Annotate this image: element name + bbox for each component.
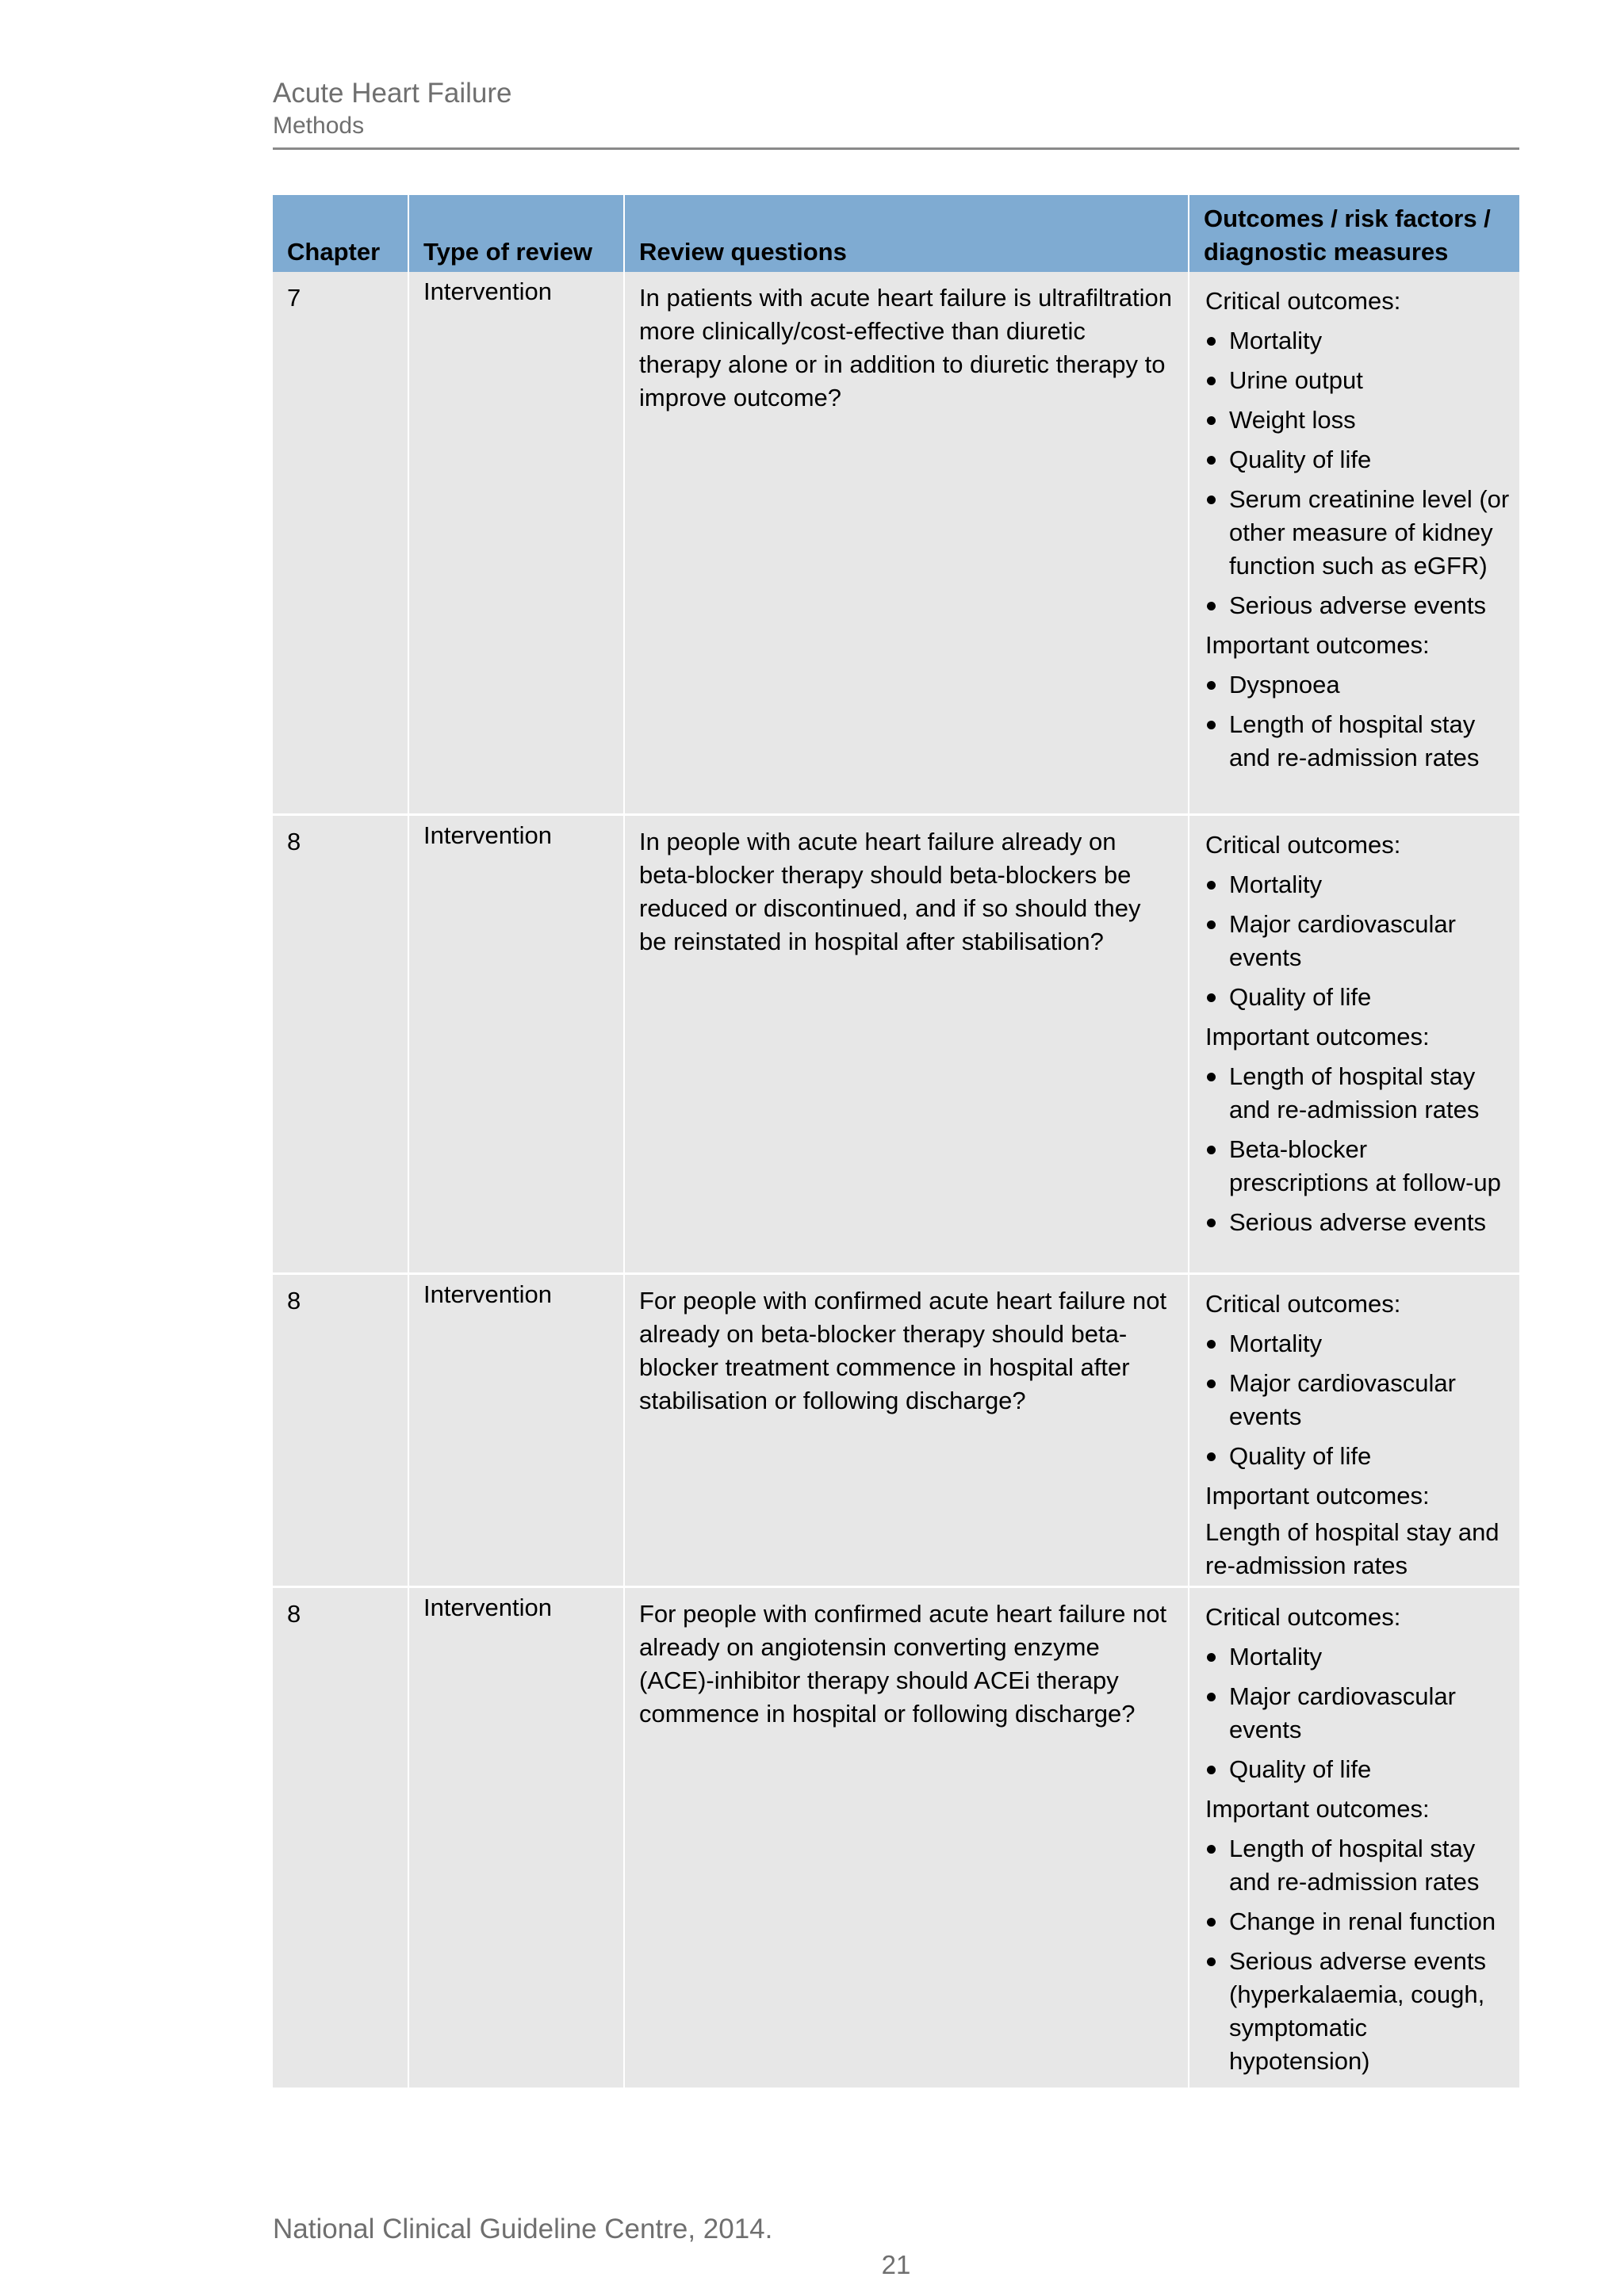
- table-row: [273, 814, 1519, 1273]
- review-question-cell: In people with acute heart failure already on beta-blocker therapy should beta-blockers be reduced or discontinued, and if so should they be reinstated in hospital after stabilisation?: [624, 814, 1189, 1273]
- section-title: Methods: [273, 113, 365, 139]
- important-outcomes-list: [1205, 1832, 1510, 2078]
- column-header-outcomes: Outcomes / risk factors / diagnostic measures: [1189, 195, 1519, 272]
- critical-outcomes-label: Critical outcomes:: [1205, 1602, 1401, 1631]
- chapter-cell: 8: [273, 814, 408, 1273]
- important-outcomes-list: [1205, 1060, 1510, 1239]
- important-outcomes-text: Length of hospital stay and re-admission rates: [1205, 1517, 1500, 1579]
- review-type-cell: Intervention: [408, 272, 624, 814]
- table-header-row: [273, 195, 1519, 272]
- important-outcomes-label: Important outcomes:: [1205, 631, 1430, 659]
- critical-outcomes-label: Critical outcomes:: [1205, 287, 1401, 315]
- important-outcomes-label: Important outcomes:: [1205, 1022, 1430, 1050]
- list-item: Mortality: [1205, 324, 1510, 358]
- list-item: Quality of life: [1205, 443, 1510, 476]
- chapter-cell: 8: [273, 1586, 408, 2088]
- critical-outcomes-list: [1205, 324, 1510, 622]
- running-header: [273, 76, 1519, 141]
- review-type-cell: Intervention: [408, 814, 624, 1273]
- review-type-cell: Intervention: [408, 1586, 624, 2088]
- list-item: Mortality: [1205, 1640, 1510, 1674]
- list-item: Major cardiovascular events: [1205, 1367, 1510, 1433]
- important-outcomes-label: Important outcomes:: [1205, 1481, 1430, 1510]
- outcomes-cell: [1189, 1273, 1519, 1586]
- table-row: [273, 272, 1519, 814]
- list-item: Quality of life: [1205, 1753, 1510, 1786]
- column-header-questions: Review questions: [624, 195, 1189, 272]
- review-question-cell: For people with confirmed acute heart failure not already on beta-blocker therapy should beta-blocker treatment commence in hospital after stabilisation or following discharge?: [624, 1273, 1189, 1586]
- chapter-cell: 7: [273, 272, 408, 814]
- column-header-type: Type of review: [408, 195, 624, 272]
- review-type-cell: Intervention: [408, 1273, 624, 1586]
- list-item: Length of hospital stay and re-admission rates: [1205, 1060, 1510, 1127]
- critical-outcomes-list: [1205, 868, 1510, 1014]
- list-item: Serious adverse events: [1205, 589, 1510, 622]
- critical-outcomes-label: Critical outcomes:: [1205, 1289, 1401, 1318]
- critical-outcomes-list: [1205, 1327, 1510, 1473]
- page-number: 21: [881, 2250, 911, 2279]
- list-item: Mortality: [1205, 1327, 1510, 1360]
- list-item: Quality of life: [1205, 1440, 1510, 1473]
- review-questions-table: [273, 195, 1519, 2090]
- outcomes-cell: [1189, 814, 1519, 1273]
- footer-credit: National Clinical Guideline Centre, 2014.: [273, 2214, 773, 2244]
- critical-outcomes-label: Critical outcomes:: [1205, 830, 1401, 859]
- list-item: Length of hospital stay and re-admission rates: [1205, 708, 1510, 775]
- chapter-cell: 8: [273, 1273, 408, 1586]
- list-item: Major cardiovascular events: [1205, 908, 1510, 974]
- header-divider: [273, 147, 1519, 150]
- table-row: [273, 1586, 1519, 2088]
- list-item: Mortality: [1205, 868, 1510, 901]
- list-item: Dyspnoea: [1205, 668, 1510, 702]
- list-item: Weight loss: [1205, 404, 1510, 437]
- important-outcomes-list: [1205, 668, 1510, 775]
- important-outcomes-label: Important outcomes:: [1205, 1794, 1430, 1823]
- list-item: Quality of life: [1205, 981, 1510, 1014]
- column-header-chapter: Chapter: [273, 195, 408, 272]
- list-item: Major cardiovascular events: [1205, 1680, 1510, 1747]
- review-question-cell: In patients with acute heart failure is ultrafiltration more clinically/cost-effective than diuretic therapy alone or in addition to diuretic therapy to improve outcome?: [624, 272, 1189, 814]
- list-item: Change in renal function: [1205, 1905, 1510, 1938]
- list-item: Beta-blocker prescriptions at follow-up: [1205, 1133, 1510, 1200]
- list-item: Serious adverse events: [1205, 1206, 1510, 1239]
- list-item: Serious adverse events (hyperkalaemia, cough, symptomatic hypotension): [1205, 1945, 1510, 2078]
- list-item: Urine output: [1205, 364, 1510, 397]
- list-item: Length of hospital stay and re-admission rates: [1205, 1832, 1510, 1899]
- critical-outcomes-list: [1205, 1640, 1510, 1786]
- list-item: Serum creatinine level (or other measure of kidney function such as eGFR): [1205, 483, 1510, 583]
- document-title: Acute Heart Failure: [273, 78, 512, 109]
- outcomes-cell: [1189, 1586, 1519, 2088]
- review-question-cell: For people with confirmed acute heart failure not already on angiotensin converting enzyme (ACE)-inhibitor therapy should ACEi therapy commence in hospital or following discharge?: [624, 1586, 1189, 2088]
- outcomes-cell: [1189, 272, 1519, 814]
- table-row: [273, 1273, 1519, 1586]
